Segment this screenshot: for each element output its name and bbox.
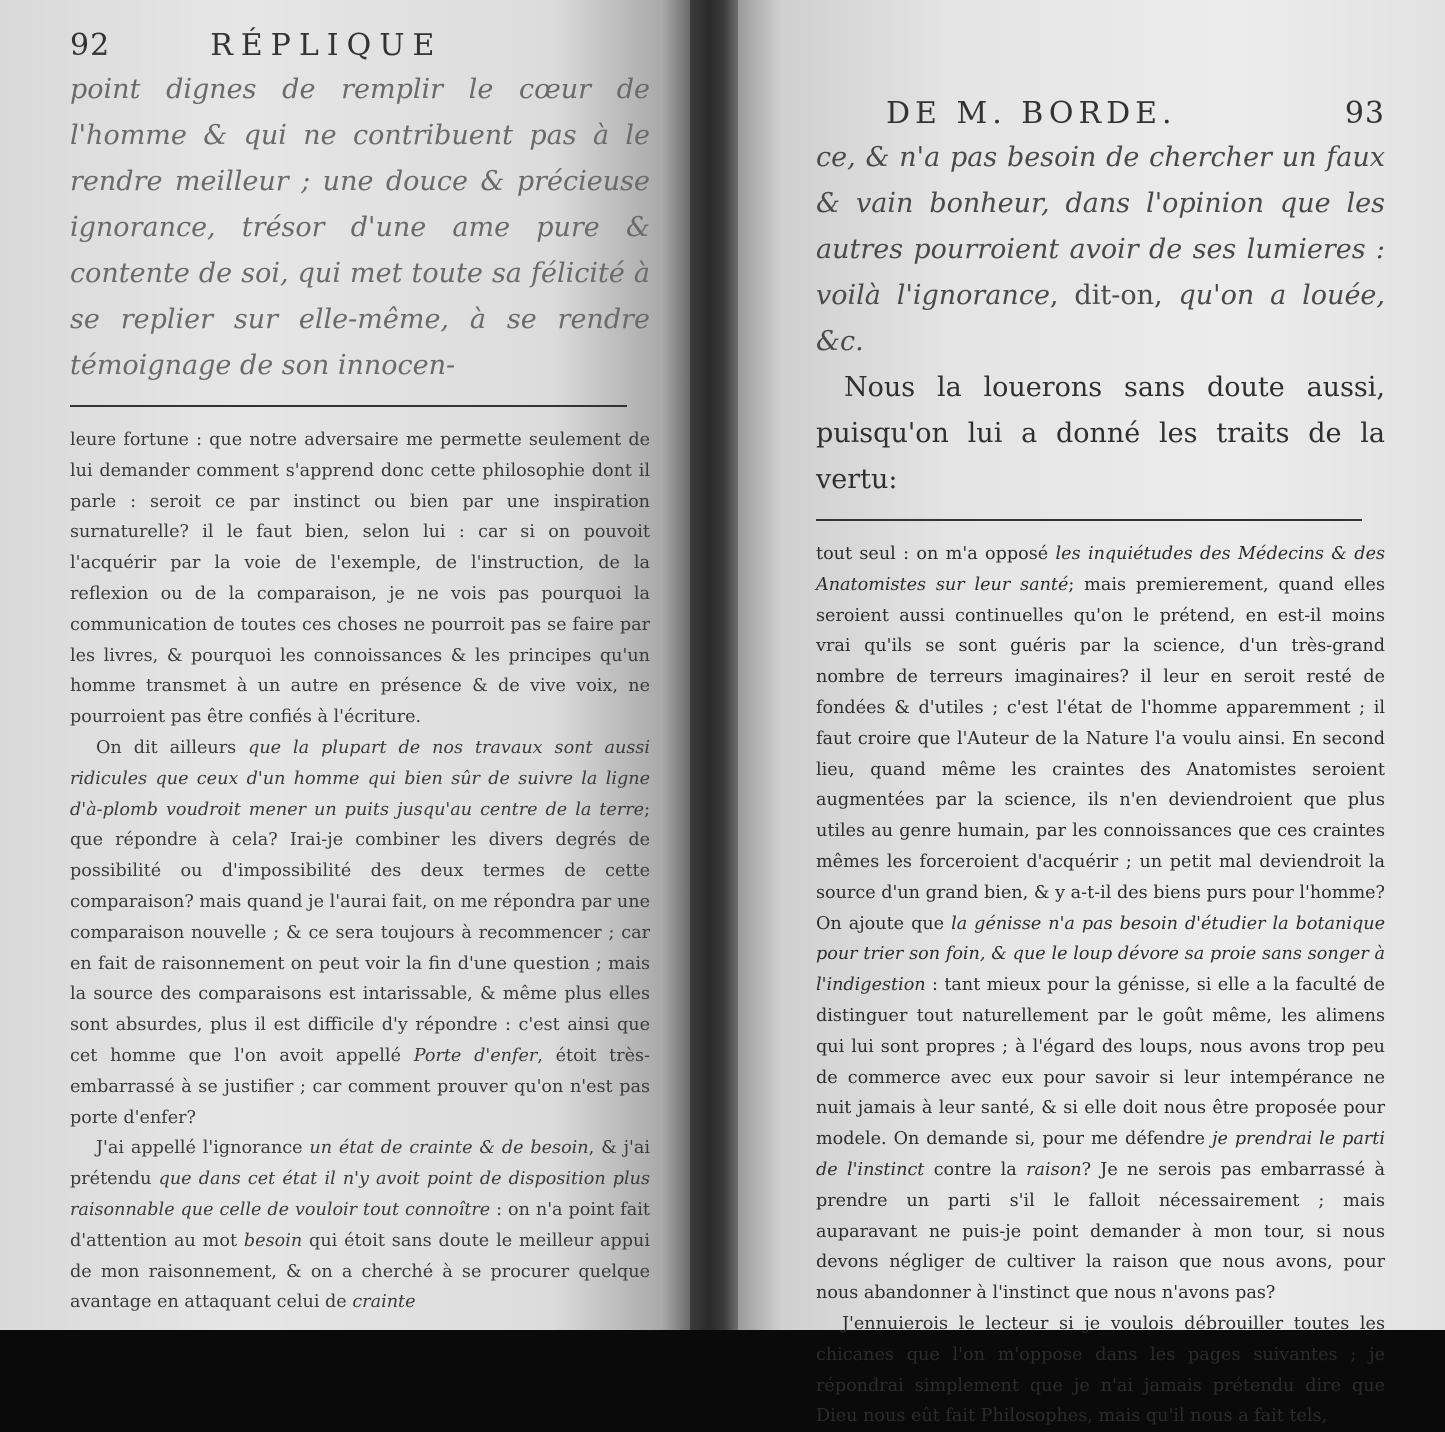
- left-running-title: RÉPLIQUE: [210, 28, 443, 63]
- right-running-title: DE M. BORDE.: [886, 96, 1177, 131]
- right-running-head: [816, 96, 1385, 131]
- right-main-text: ce, & n'a pas besoin de chercher un faux & vain bonheur, dans l'opinion que les autres pourroient avoir de ses lumieres : voilà l'ignorance, dit-on, qu'on a louée, &c.: [816, 142, 1385, 357]
- book-gutter: [690, 0, 738, 1330]
- left-page-number: 92: [70, 28, 111, 63]
- left-main-text: point dignes de remplir le cœur de l'homme & qui ne contribuent pas à le rendre meilleur ; une douce & précieuse ignorance, trésor d'une ame pure & contente de soi, qui met toute sa félicité à se replier sur elle-même, à se rendre témoignage de son innocen-: [70, 74, 650, 381]
- right-footnote-rule: [816, 519, 1362, 521]
- left-note-paragraph-2: On dit ailleurs que la plupart de nos travaux sont aussi ridicules que ceux d'un homme qui bien sûr de suivre la ligne d'à-plomb voudroit mener un puits jusqu'au centre de la terre; que répondre à cela? Irai-je combiner les divers degrés de possibilité ou d'impossibilité des deux termes de cette comparaison? mais quand je l'aurai fait, on me répondra par une comparaison nouvelle ; & ce sera toujours à recommencer ; car en fait de raisonnement on peut voir la fin d'une question ; mais la source des comparaisons est intarissable, & même plus elles sont absurdes, plus il est difficile d'y répondre : c'est ainsi que cet homme que l'on avoit appellé Porte d'enfer, étoit très-embarrassé à se justifier ; car comment prouver qu'on n'est pas porte d'enfer?: [70, 737, 651, 1128]
- left-note-paragraph-1: leure fortune : que notre adversaire me permette seulement de lui demander comment s'apprend donc cette philosophie dont il parle : seroit ce par instinct ou bien par une inspiration surnaturelle? il le faut bien, selon lui : car si on pouvoit l'acquérir par la voie de l'exemple, de l'instruction, de la reflexion ou de la comparaison, je ne vois pas pourquoi la communication de toutes ces choses ne pourroit pas se faire par les livres, & pourquoi les connoissances & les principes qu'un homme transmet à un autre en présence & de vive voix, ne pourroient pas être confiés à l'écriture.: [70, 430, 650, 728]
- left-running-head: [70, 28, 650, 63]
- right-note-paragraph-2: J'ennuierois le lecteur si je voulois débrouiller toutes les chicanes que l'on m'oppose dans les pages suivantes ; je répondrai simplement que je n'ai jamais prétendu dire que Dieu nous eût fait Philosophes, mais qu'il nous a fait tels,: [816, 1313, 1385, 1427]
- left-note-paragraph-3: J'ai appellé l'ignorance un état de crainte & de besoin, & j'ai prétendu que dans cet état il n'y avoit point de disposition plus raisonnable que celle de vouloir tout connoître : on n'a point fait d'attention au mot besoin qui étoit sans doute le meilleur appui de mon raisonnement, & on a cherché à se procurer quelque avantage en attaquant celui de crainte: [70, 1138, 650, 1313]
- right-page-number: 93: [1344, 96, 1385, 131]
- left-footnote-rule: [70, 405, 627, 407]
- right-page: [738, 0, 1445, 1427]
- left-page: [0, 0, 690, 1330]
- right-main-text-2: Nous la louerons sans doute aussi, puisqu'on lui a donné les traits de la vertu:: [816, 372, 1385, 495]
- right-note-paragraph-1: tout seul : on m'a opposé les inquiétudes des Médecins & des Anatomistes sur leur santé; mais premierement, quand elles seroient aussi continuelles qu'on le prétend, en est-il moins vrai qu'ils se sont guéris par la science, d'un très-grand nombre de terreurs imaginaires? il leur en seroit resté de fondées & d'utiles ; c'est l'état de l'homme apparemment ; il faut croire que l'Auteur de la Nature l'a voulu ainsi. En second lieu, quand même les craintes des Anatomistes seroient augmentées par la science, ils n'en deviendroient que plus utiles au genre humain, par les connoissances que ces craintes mêmes les forceroient d'acquérir ; un petit mal deviendroit la source d'un grand bien, & y a-t-il des biens purs pour l'homme? On ajoute que la génisse n'a pas besoin d'étudier la botanique pour trier son foin, & que le loup dévore sa proie sans songer à l'indigestion : tant mieux pour la génisse, si elle a la faculté de distinguer tout naturellement par le goût même, les alimens qui lui sont propres ; à l'égard des loups, nous avons trop peu de commerce avec eux pour savoir si leur intempérance ne nuit jamais à leur santé, & si elle doit nous être proposée pour modele. On demande si, pour me défendre je prendrai le parti de l'instinct contre la raison? Je ne serois pas embarrassé à prendre un parti s'il le falloit nécessairement ; mais auparavant ne puis-je point demander à mon tour, si nous devons négliger de cultiver la raison que nous avons, pour nous abandonner à l'instinct que nous n'avons pas?: [816, 544, 1386, 1304]
